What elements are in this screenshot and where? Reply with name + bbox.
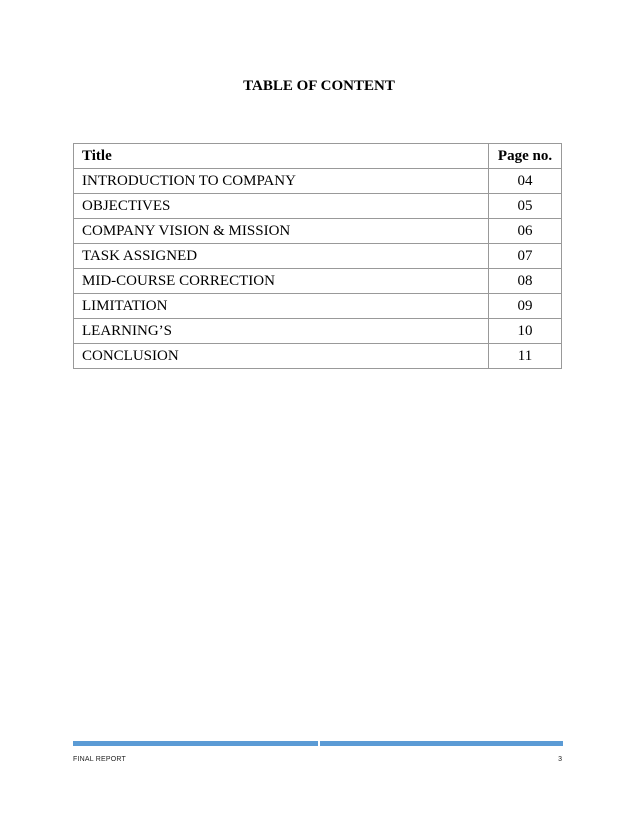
toc-entry-page: 10: [489, 319, 562, 344]
footer-rule-divider: [318, 741, 320, 746]
toc-entry-title: CONCLUSION: [74, 344, 489, 369]
toc-entry-title: LIMITATION: [74, 294, 489, 319]
table-row: [74, 319, 562, 344]
footer-report-label: FINAL REPORT: [73, 756, 126, 763]
toc-entry-title: OBJECTIVES: [74, 194, 489, 219]
toc-entry-title: INTRODUCTION TO COMPANY: [74, 169, 489, 194]
toc-entry-title: COMPANY VISION & MISSION: [74, 219, 489, 244]
table-row: [74, 244, 562, 269]
table-of-contents: [73, 143, 562, 369]
page-title: TABLE OF CONTENT: [243, 78, 395, 94]
toc-entry-page: 11: [489, 344, 562, 369]
table-row: [74, 294, 562, 319]
toc-entry-page: 04: [489, 169, 562, 194]
table-header-row: [74, 144, 562, 169]
header-title-cell: Title: [74, 144, 489, 169]
toc-entry-page: 06: [489, 219, 562, 244]
table-row: [74, 344, 562, 369]
toc-entry-title: MID-COURSE CORRECTION: [74, 269, 489, 294]
table-row: [74, 269, 562, 294]
header-page-cell: Page no.: [489, 144, 562, 169]
table-row: [74, 169, 562, 194]
table-row: [74, 219, 562, 244]
table-row: [74, 194, 562, 219]
toc-entry-page: 09: [489, 294, 562, 319]
toc-entry-page: 08: [489, 269, 562, 294]
footer-rule: [73, 741, 563, 746]
toc-entry-title: TASK ASSIGNED: [74, 244, 489, 269]
toc-entry-page: 05: [489, 194, 562, 219]
footer-page-number: 3: [558, 756, 562, 763]
toc-entry-title: LEARNING’S: [74, 319, 489, 344]
toc-entry-page: 07: [489, 244, 562, 269]
